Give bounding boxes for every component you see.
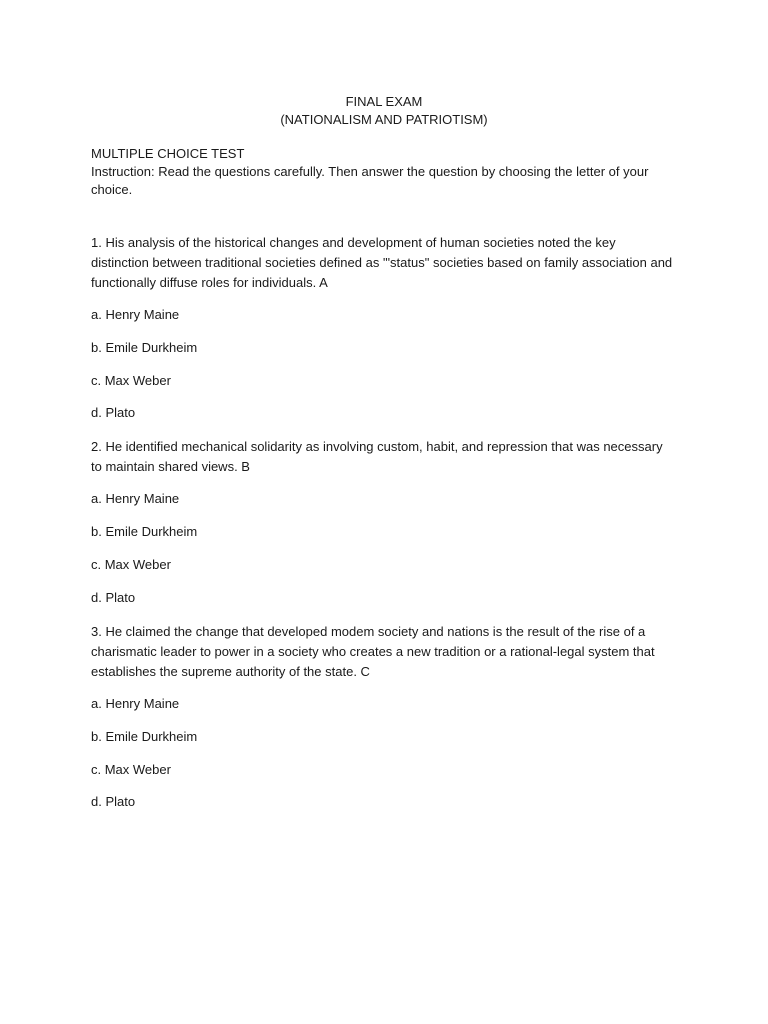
- question-1-choice-b: b. Emile Durkheim: [91, 340, 198, 355]
- question-1-choice-a: a. Henry Maine: [91, 307, 180, 322]
- instruction-text: Instruction: Read the questions carefully. Then answer the question by choosing the letter of your choice.: [91, 164, 649, 197]
- exam-header: [0, 93, 768, 129]
- exam-title: FINAL EXAM: [345, 94, 423, 109]
- question-2-text: 2. He identified mechanical solidarity as involving custom, habit, and repression that was necessary to maintain shared views. B: [91, 439, 663, 474]
- question-2-choice-c: c. Max Weber: [91, 557, 171, 572]
- question-3-choice-a: a. Henry Maine: [91, 696, 180, 711]
- test-type-heading: MULTIPLE CHOICE TEST: [91, 146, 245, 161]
- question-2-choice-d: d. Plato: [91, 590, 136, 605]
- question-1-text: 1. His analysis of the historical changes and development of human societies noted the key distinction between traditional societies defined as "'status" societies based on family association and functionally diffuse roles for individuals. A: [91, 235, 673, 290]
- question-1-choice-d: d. Plato: [91, 405, 136, 420]
- question-3-choice-d: d. Plato: [91, 794, 136, 809]
- question-2-choice-b: b. Emile Durkheim: [91, 524, 198, 539]
- question-1-choice-c: c. Max Weber: [91, 373, 171, 388]
- question-3-text: 3. He claimed the change that developed modem society and nations is the result of the rise of a charismatic leader to power in a society who creates a new tradition or a rational-legal system that establishes the supreme authority of the state. C: [91, 624, 655, 679]
- exam-subtitle: (NATIONALISM AND PATRIOTISM): [280, 112, 488, 127]
- question-2-choice-a: a. Henry Maine: [91, 491, 180, 506]
- question-3-choice-c: c. Max Weber: [91, 762, 171, 777]
- question-3-choice-b: b. Emile Durkheim: [91, 729, 198, 744]
